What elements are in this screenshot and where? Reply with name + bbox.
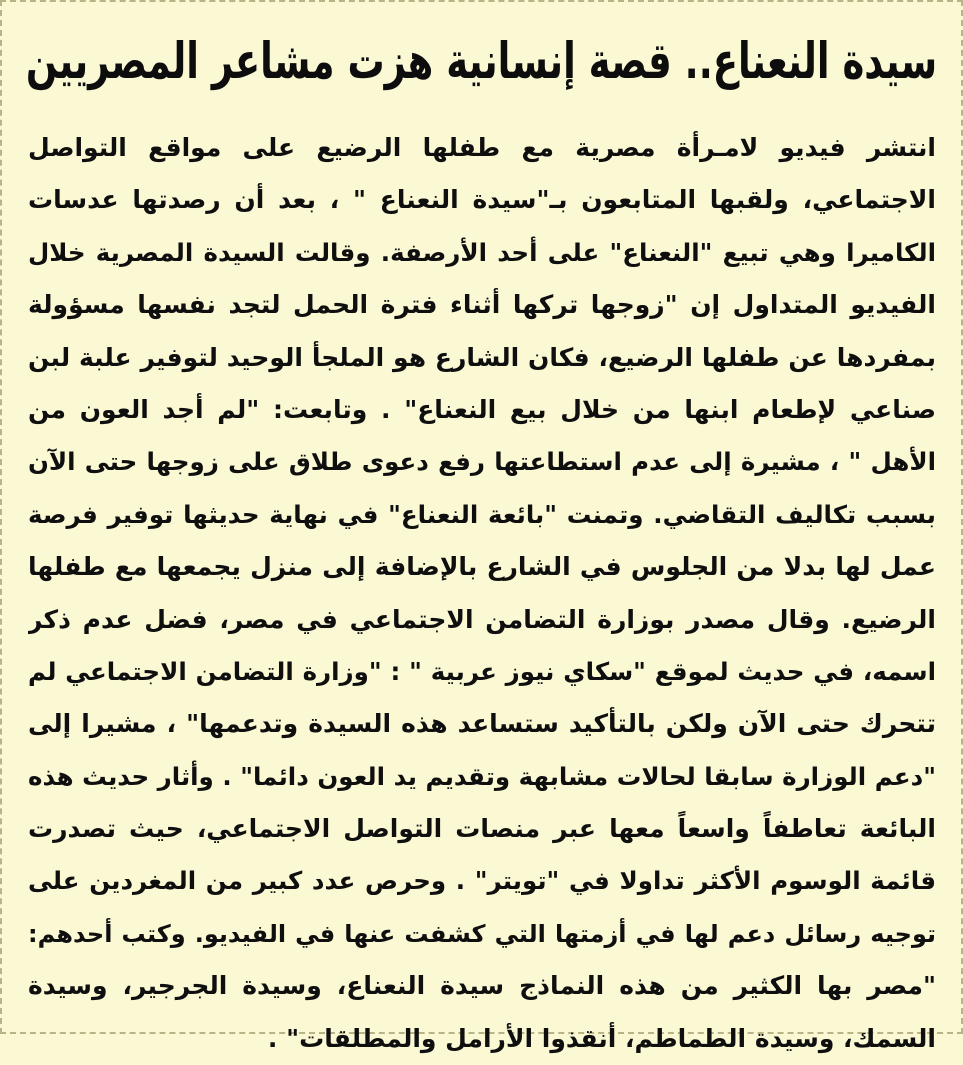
article-line: انتشر فيديو لامـرأة مصرية مع طفلها الرضيع على مواقع التواصل	[28, 133, 936, 162]
article-line: "دعم الوزارة سابقا لحالات مشابهة وتقديم يد العون دائما" . وأثار حديث هذه	[28, 761, 936, 791]
article-line: صناعي لإطعام ابنها من خلال بيع النعناع" . وتابعت: "لم أجد العون من	[28, 394, 936, 424]
article-line: الكاميرا وهي تبيع "النعناع" على أحد الأرصفة. وقالت السيدة المصرية خلال	[28, 237, 936, 267]
article-body	[28, 122, 936, 1065]
article-line: الأهل " ، مشيرة إلى عدم استطاعتها رفع دعوى طلاق على زوجها حتى الآن	[28, 447, 936, 477]
article-line: الاجتماعي، ولقبها المتابعون بـ"سيدة النعناع " ، بعد أن رصدتها عدسات	[28, 185, 936, 215]
article-line: الرضيع. وقال مصدر بوزارة التضامن الاجتماعي في مصر، فضل عدم ذكر	[28, 604, 936, 634]
article-line: بسبب تكاليف التقاضي. وتمنت "بائعة النعناع" في نهاية حديثها توفير فرصة	[28, 499, 936, 529]
article-headline: سيدة النعناع.. قصة إنسانية هزت مشاعر المصريين	[25, 32, 938, 91]
article-line: تتحرك حتى الآن ولكن بالتأكيد ستساعد هذه السيدة وتدعمها" ، مشيرا إلى	[28, 709, 936, 739]
article-line: السمك، وسيدة الطماطم، أنقذوا الأرامل والمطلقات" .	[267, 1023, 936, 1053]
article-line: قائمة الوسوم الأكثر تداولا في "تويتر" . وحرص عدد كبير من المغردين على	[28, 866, 936, 896]
article-line: الفيديو المتداول إن "زوجها تركها أثناء فترة الحمل لتجد نفسها مسؤولة	[28, 290, 936, 320]
article-line: بمفردها عن طفلها الرضيع، فكان الشارع هو الملجأ الوحيد لتوفير علبة لبن	[28, 342, 936, 372]
article-line: البائعة تعاطفاً واسعاً معها عبر منصات التواصل الاجتماعي، حيث تصدرت	[28, 814, 936, 844]
article-line: توجيه رسائل دعم لها في أزمتها التي كشفت عنها في الفيديو. وكتب أحدهم:	[28, 919, 936, 948]
article-line: عمل لها بدلا من الجلوس في الشارع بالإضافة إلى منزل يجمعها مع طفلها	[28, 552, 936, 582]
article-line: "مصر بها الكثير من هذه النماذج سيدة النعناع، وسيدة الجرجير، وسيدة	[28, 971, 936, 1001]
article-line: اسمه، في حديث لموقع "سكاي نيوز عربية " : "وزارة التضامن الاجتماعي لم	[28, 656, 936, 686]
